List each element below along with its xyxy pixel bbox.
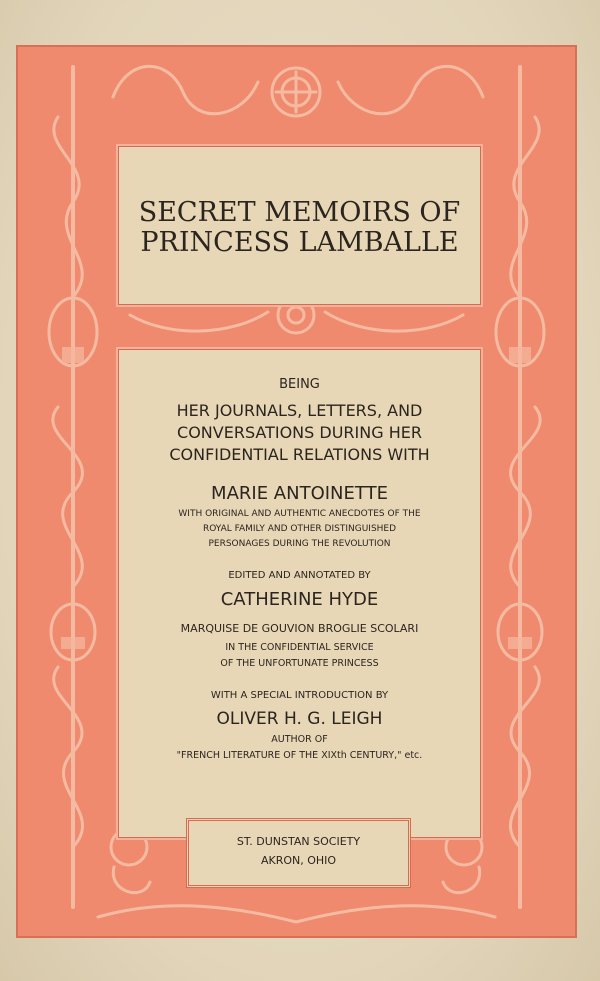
- introduction-name: OLIVER H. G. LEIGH: [216, 709, 383, 729]
- editor-service-1: IN THE CONFIDENTIAL SERVICE: [225, 642, 374, 653]
- introduction-work: "FRENCH LITERATURE OF THE XIXth CENTURY," etc.: [176, 750, 423, 761]
- title-panel: [116, 144, 483, 307]
- introduction-intro: WITH A SPECIAL INTRODUCTION BY: [210, 690, 389, 701]
- subject-description-1: WITH ORIGINAL AND AUTHENTIC ANECDOTES OF THE: [178, 509, 421, 519]
- title-line-2: PRINCESS LAMBALLE: [140, 227, 459, 258]
- top-left-scroll: [113, 66, 258, 113]
- top-right-scroll: [338, 66, 483, 113]
- publisher-cartouche: [186, 818, 411, 888]
- being-label: BEING: [279, 377, 320, 392]
- ornamental-border: [16, 45, 577, 938]
- body-panel: [116, 347, 483, 840]
- subtitle-line-1: HER JOURNALS, LETTERS, AND: [176, 401, 423, 420]
- introduction-author-of: AUTHOR OF: [271, 734, 328, 745]
- editor-name: CATHERINE HYDE: [220, 589, 379, 610]
- subject-description-2: ROYAL FAMILY AND OTHER DISTINGUISHED: [202, 524, 397, 534]
- subtitle-line-3: CONFIDENTIAL RELATIONS WITH: [169, 445, 430, 464]
- editor-title: MARQUISE DE GOUVION BROGLIE SCOLARI: [180, 622, 419, 635]
- subtitle-line-2: CONVERSATIONS DURING HER: [177, 423, 422, 442]
- title-line-1: SECRET MEMOIRS OF: [138, 197, 461, 228]
- editor-intro: EDITED AND ANNOTATED BY: [228, 570, 371, 581]
- editor-service-2: OF THE UNFORTUNATE PRINCESS: [220, 658, 379, 669]
- subject-name: MARIE ANTOINETTE: [211, 483, 388, 504]
- publisher-city: AKRON, OHIO: [260, 854, 337, 867]
- publisher-name: ST. DUNSTAN SOCIETY: [236, 835, 361, 848]
- subject-description-3: PERSONAGES DURING THE REVOLUTION: [208, 539, 391, 549]
